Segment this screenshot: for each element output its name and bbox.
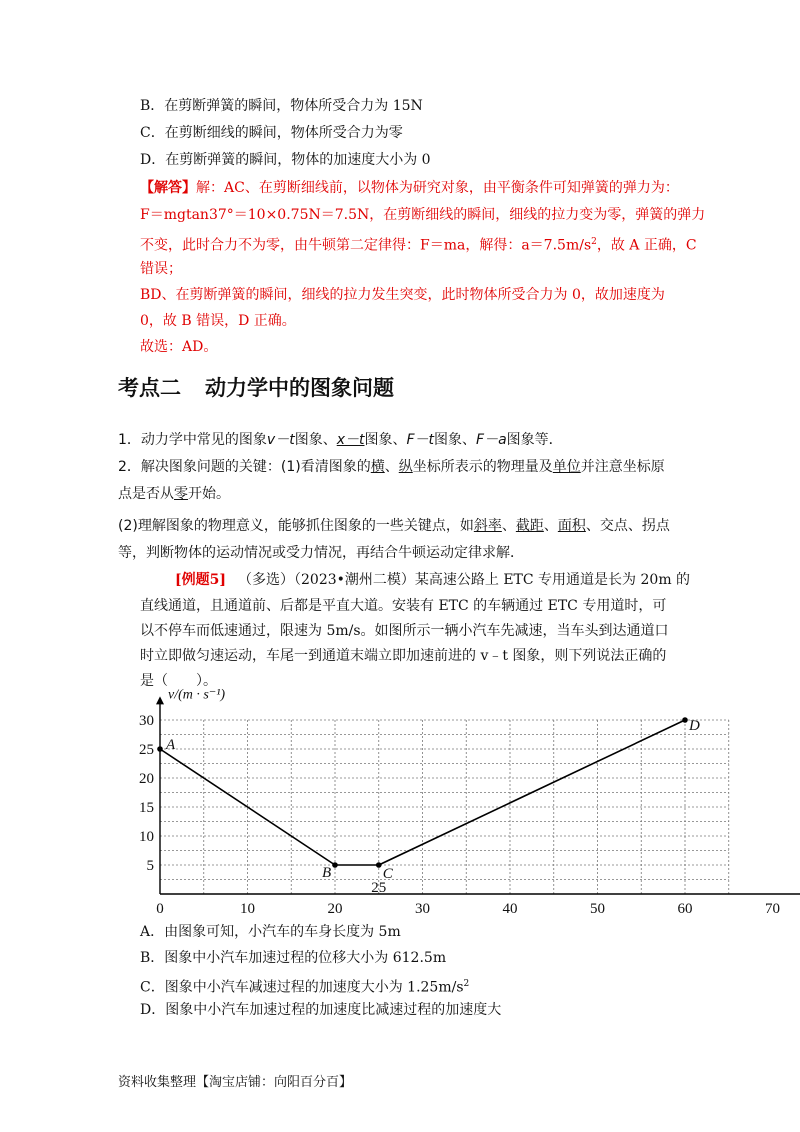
point-3-u3: 面积 bbox=[557, 518, 586, 534]
data-point bbox=[157, 746, 163, 752]
answer-line-7: 故选：AD。 bbox=[140, 339, 218, 355]
answer-line-3 bbox=[140, 232, 697, 256]
example-line-1-text: （多选）（2023•潮州二模）某高速公路上 ETC 专用通道是长为 20m 的 bbox=[238, 572, 691, 588]
answer-line-5: BD、在剪断弹簧的瞬间，细线的拉力发生突变，此时物体所受合力为 0，故加速度为 bbox=[140, 287, 665, 303]
point-2-line2-a: 点是否从 bbox=[118, 486, 174, 502]
option-b-text: B．在剪断弹簧的瞬间，物体所受合力为 15N bbox=[140, 98, 423, 114]
point-3-u2: 截距 bbox=[515, 518, 544, 534]
x-tick-label: 60 bbox=[677, 901, 693, 917]
point-3-u1: 斜率 bbox=[473, 518, 502, 534]
annotation-label: 25 bbox=[371, 880, 387, 896]
y-tick-label: 20 bbox=[139, 771, 154, 787]
point-2-u4: 零 bbox=[174, 486, 188, 502]
answer-tag: 【解答】 bbox=[140, 180, 196, 196]
option-d-text: D．在剪断弹簧的瞬间，物体的加速度大小为 0 bbox=[140, 152, 431, 168]
point-3-c: 、 bbox=[543, 518, 558, 534]
example-line-2: 直线通道，且通道前、后都是平直大道。安装有 ETC 的车辆通过 ETC 专用道时，可 bbox=[140, 598, 667, 614]
point-2-line-2 bbox=[118, 484, 230, 504]
point-1-e: 图象等． bbox=[506, 432, 563, 448]
point-1-c: 图象、 bbox=[364, 432, 407, 448]
answer-line-3-pre: 不变，此时合力不为零，由牛顿第二定律得：F＝ma，解得：a＝7.5m/s bbox=[140, 237, 592, 254]
option-c-text: C．在剪断细线的瞬间，物体所受合力为零 bbox=[140, 125, 403, 141]
answer-line-1 bbox=[140, 178, 679, 198]
point-3-line-2: 等，判断物体的运动情况或受力情况，再结合牛顿运动定律求解． bbox=[118, 545, 524, 561]
x-tick-label: 50 bbox=[590, 901, 605, 917]
x-tick-label: 20 bbox=[327, 901, 343, 917]
footer-text: 资料收集整理【淘宝店铺：向阳百分百】 bbox=[118, 1075, 353, 1090]
x-tick-label: 40 bbox=[502, 901, 518, 917]
choice-b: B．图象中小汽车加速过程的位移大小为 612.5m bbox=[140, 950, 447, 966]
point-2-b: 、 bbox=[384, 459, 399, 475]
point-2-u3: 单位 bbox=[552, 459, 581, 475]
example-line-5: 是（ ）。 bbox=[140, 673, 217, 689]
answer-line-6: 0，故 B 错误，D 正确。 bbox=[140, 313, 296, 329]
data-point bbox=[376, 862, 382, 868]
chart-grid bbox=[160, 720, 729, 894]
x-tick-label: 10 bbox=[240, 901, 255, 917]
x-tick-label: 0 bbox=[156, 901, 164, 917]
answer-line-3-post: ，故 A 正确，C bbox=[596, 237, 697, 254]
point-2-u2: 纵 bbox=[398, 459, 413, 475]
point-1-a: 1．动力学中常见的图象 bbox=[118, 432, 267, 448]
y-tick-label: 10 bbox=[139, 829, 154, 845]
point-label: B bbox=[322, 865, 332, 881]
y-axis-arrow bbox=[156, 696, 164, 704]
section-heading bbox=[118, 372, 394, 402]
point-1-fa: F－a bbox=[476, 432, 507, 448]
section-title: 动力学中的图象问题 bbox=[205, 376, 394, 400]
data-point bbox=[682, 717, 688, 723]
y-tick-label: 15 bbox=[139, 800, 154, 816]
point-2-u1: 横 bbox=[370, 459, 385, 475]
point-3-b: 、 bbox=[501, 518, 516, 534]
point-3-a: (2)理解图象的物理意义，能够抓住图象的一些关键点，如 bbox=[118, 518, 474, 534]
choice-c bbox=[140, 974, 469, 998]
x-tick-label: 70 bbox=[765, 901, 780, 917]
point-3 bbox=[118, 516, 670, 536]
point-label: C bbox=[382, 866, 393, 882]
x-tick-label: 30 bbox=[415, 901, 430, 917]
point-label: D bbox=[689, 718, 700, 734]
choice-c-text: C．图象中小汽车减速过程的加速度大小为 1.25m/s bbox=[140, 979, 464, 996]
point-label: A bbox=[166, 737, 176, 753]
choice-a: A．由图象可知，小汽车的车身长度为 5m bbox=[140, 924, 401, 940]
point-3-d: 、交点、拐点 bbox=[585, 518, 670, 534]
point-2-c: 坐标所表示的物理量及 bbox=[412, 459, 553, 475]
point-1-xt: x－t bbox=[336, 432, 365, 448]
point-2-d: 并注意坐标原 bbox=[580, 459, 665, 475]
point-1 bbox=[118, 430, 563, 450]
answer-line-2: F＝mgtan37°＝10×0.75N＝7.5N，在剪断细线的瞬间，细线的拉力变为零，弹簧的弹力 bbox=[140, 207, 706, 223]
section-label: 考点二 bbox=[118, 376, 181, 400]
point-1-b: 图象、 bbox=[294, 432, 337, 448]
answer-line-3-sup: 2 bbox=[591, 237, 597, 247]
point-2-a: 2．解决图象问题的关键：(1)看清图象的 bbox=[118, 459, 371, 475]
example-line-4: 时立即做匀速运动，车尾一到通道末端立即加速前进的 v﹣t 图象，则下列说法正确的 bbox=[140, 648, 667, 664]
point-1-vt: v－t bbox=[266, 432, 295, 448]
answer-line-4: 错误； bbox=[140, 261, 182, 277]
vt-chart bbox=[130, 687, 780, 920]
data-point bbox=[332, 862, 338, 868]
chart-labels bbox=[139, 687, 800, 917]
choice-c-sup: 2 bbox=[463, 979, 470, 989]
y-tick-label: 30 bbox=[139, 713, 154, 729]
y-tick-label: 25 bbox=[139, 742, 154, 758]
y-axis-label: v/(m · s⁻¹) bbox=[168, 687, 226, 703]
answer-line-1-text: 解：AC、在剪断细线前，以物体为研究对象，由平衡条件可知弹簧的弹力为： bbox=[196, 180, 679, 196]
example-line-3: 以不停车而低速通过，限速为 5m/s。如图所示一辆小汽车先减速，当车头到达通道口 bbox=[140, 623, 669, 639]
example-label: [例题5] bbox=[175, 572, 226, 588]
point-1-d: 图象、 bbox=[434, 432, 477, 448]
example-line-1 bbox=[175, 570, 690, 590]
point-2 bbox=[118, 457, 665, 477]
choice-d: D．图象中小汽车加速过程的加速度比减速过程的加速度大 bbox=[140, 1002, 502, 1018]
point-1-ft: F－t bbox=[406, 432, 435, 448]
y-tick-label: 5 bbox=[146, 858, 154, 874]
chart-axes bbox=[156, 696, 800, 898]
point-2-line2-b: 开始。 bbox=[188, 486, 230, 502]
